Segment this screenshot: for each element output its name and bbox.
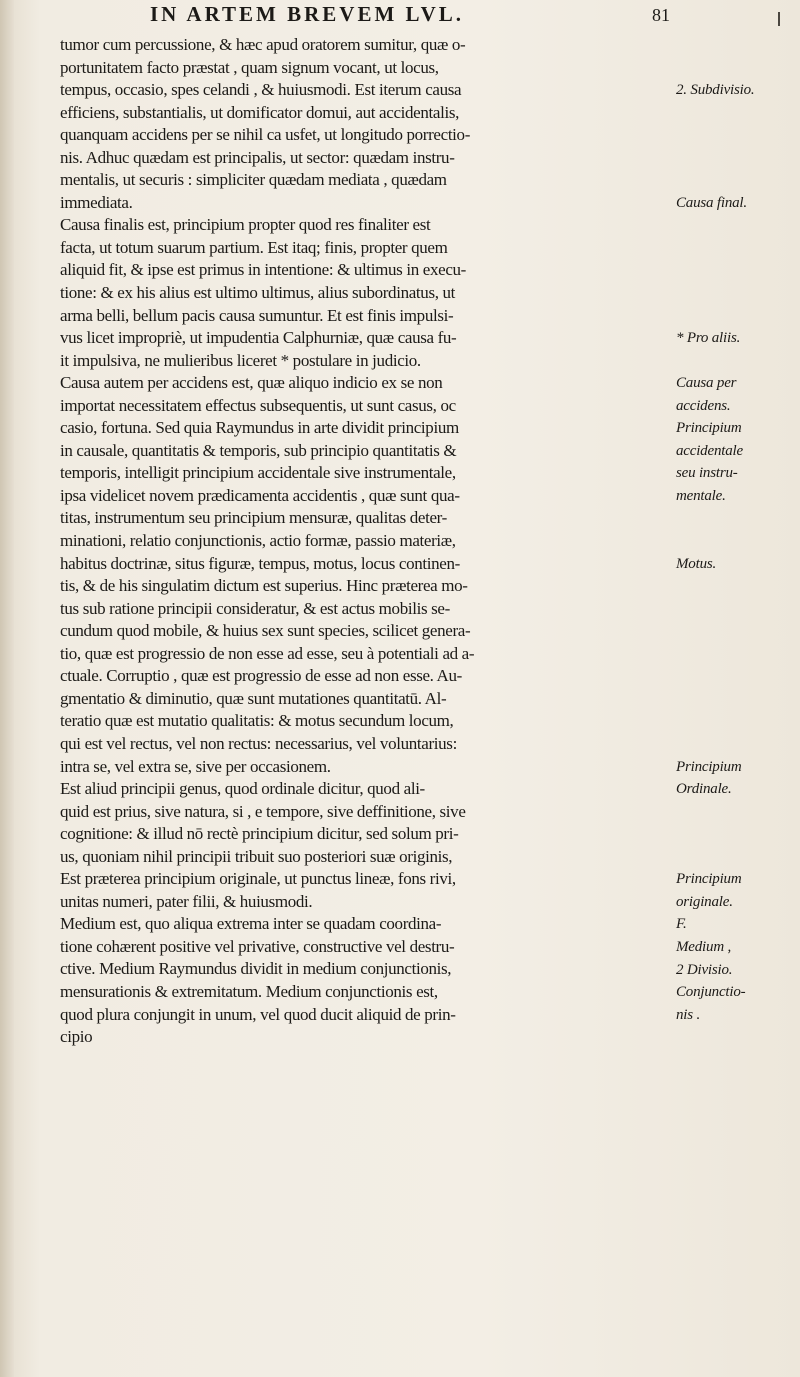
margin-note: originale. [676, 893, 733, 910]
margin-note: mentale. [676, 488, 726, 504]
margin-note: accidentale [676, 442, 743, 459]
text-line: quod plura conjungit in unum, vel quod ducit aliquid de prin- [60, 1004, 456, 1024]
margin-note: Causa final. [676, 194, 747, 211]
text-line: unitas numeri, pater filii, & huiusmodi. [60, 891, 313, 911]
text-line: facta, ut totum suarum partium. Est itaq; finis, propter quem [60, 237, 448, 257]
margin-note: Motus. [676, 555, 717, 572]
text-line: minationi, relatio conjunctionis, actio formæ, passio materiæ, [60, 531, 456, 551]
text-line: ipsa videlicet novem prædicamenta accidentis , quæ sunt qua- [60, 485, 460, 505]
text-line: tione cohærent positive vel privative, constructive vel destru- [60, 936, 455, 956]
margin-note: 2. Subdivisio. [676, 82, 755, 99]
text-line: in causale, quantitatis & temporis, sub principio quantitatis & [60, 440, 457, 460]
text-line: tumor cum percussione, & hæc apud oratorem sumitur, quæ o- [60, 35, 466, 54]
text-line: tempus, occasio, spes celandi , & huiusmodi. Est iterum causa [60, 80, 462, 100]
text-line: casio, fortuna. Sed quia Raymundus in arte dividit principium [60, 418, 459, 438]
text-line: gmentatio & diminutio, quæ sunt mutationes quantitatū. Al- [60, 688, 447, 708]
margin-note: F. [676, 916, 687, 933]
page-edge-mark [778, 12, 780, 26]
text-line: vus licet impropriè, ut impudentia Calphurniæ, quæ causa fu- [60, 328, 457, 348]
text-line: tio, quæ est progressio de non esse ad esse, seu à potentiali ad a- [60, 643, 475, 663]
main-text-column [60, 34, 670, 1049]
text-line: efficiens, substantialis, ut domificator domui, aut accidentalis, [60, 102, 459, 122]
text-line: tione: & ex his alius est ultimo ultimus, alius subordinatus, ut [60, 283, 456, 303]
margin-note: * Pro aliis. [676, 330, 741, 347]
margin-note: Causa per [676, 375, 737, 392]
text-line: it impulsiva, ne mulieribus liceret * postulare in judicio. [60, 350, 421, 370]
margin-note: Principium [676, 871, 742, 888]
margin-note: Ordinale. [676, 781, 732, 798]
margin-note: Principium [676, 758, 742, 775]
text-line: cipio [60, 1027, 93, 1047]
text-line: ctive. Medium Raymundus dividit in medium conjunctionis, [60, 959, 452, 979]
page-gutter-shadow [0, 0, 14, 1377]
margin-note: nis . [676, 1006, 701, 1023]
text-line: temporis, intelligit principium accidentale sive instrumentale, [60, 463, 456, 483]
margin-note: seu instru- [676, 465, 738, 482]
text-line: aliquid fit, & ipse est primus in intentione: & ultimus in execu- [60, 260, 466, 280]
text-line: Causa finalis est, principium propter quod res finaliter est [60, 215, 431, 235]
text-line: cundum quod mobile, & huius sex sunt species, scilicet genera- [60, 621, 471, 641]
text-line: habitus doctrinæ, situs figuræ, tempus, motus, locus continen- [60, 553, 460, 573]
text-line: arma belli, bellum pacis causa sumuntur. Et est finis impulsi- [60, 305, 454, 325]
margin-note: Medium , [676, 939, 732, 955]
text-line: Medium est, quo aliqua extrema inter se quadam coordina- [60, 914, 442, 934]
text-line: Causa autem per accidens est, quæ aliquo indicio ex se non [60, 373, 443, 393]
text-line: tis, & de his singulatim dictum est superius. Hinc præterea mo- [60, 576, 468, 596]
text-line: immediata. [60, 192, 133, 212]
text-line: mensurationis & extremitatum. Medium conjunctionis est, [60, 981, 438, 1001]
text-line: us, quoniam nihil principii tribuit suo posteriori suæ originis, [60, 846, 453, 866]
text-line: Est præterea principium originale, ut punctus lineæ, fons rivi, [60, 869, 456, 889]
text-line: quid est prius, sive natura, si , e tempore, sive deffinitione, sive [60, 801, 466, 821]
text-line: titas, instrumentum seu principium mensuræ, qualitas deter- [60, 508, 447, 528]
text-line: teratio quæ est mutatio qualitatis: & motus secundum locum, [60, 711, 454, 731]
text-line: portunitatem facto præstat , quam signum vocant, ut locus, [60, 57, 439, 77]
text-line: tus sub ratione principii consideratur, & est actus mobilis se- [60, 598, 450, 618]
margin-note: Conjunctio- [676, 984, 746, 1001]
margin-note: 2 Divisio. [676, 961, 733, 978]
text-line: importat necessitatem effectus subsequentis, ut sunt casus, oc [60, 395, 456, 415]
text-line: cognitione: & illud nō rectè principium dicitur, sed solum pri- [60, 824, 459, 844]
text-line: mentalis, ut securis : simpliciter quædam mediata , quædam [60, 170, 447, 190]
page-number: 81 [652, 5, 670, 25]
margin-note: accidens. [676, 397, 731, 414]
margin-note: Principium [676, 420, 742, 437]
text-line: Est aliud principii genus, quod ordinale dicitur, quod ali- [60, 779, 425, 799]
text-line: nis. Adhuc quædam est principalis, ut sector: quædam instru- [60, 147, 455, 167]
page-header [150, 2, 670, 30]
text-line: quanquam accidens per se nihil ca usfet, ut longitudo porrectio- [60, 125, 471, 145]
text-line: qui est vel rectus, vel non rectus: necessarius, vel voluntarius: [60, 733, 457, 753]
text-line: intra se, vel extra se, sive per occasionem. [60, 756, 331, 776]
running-head: IN ARTEM BREVEM LVL. [150, 2, 465, 26]
text-line: ctuale. Corruptio , quæ est progressio de esse ad non esse. Au- [60, 666, 462, 686]
